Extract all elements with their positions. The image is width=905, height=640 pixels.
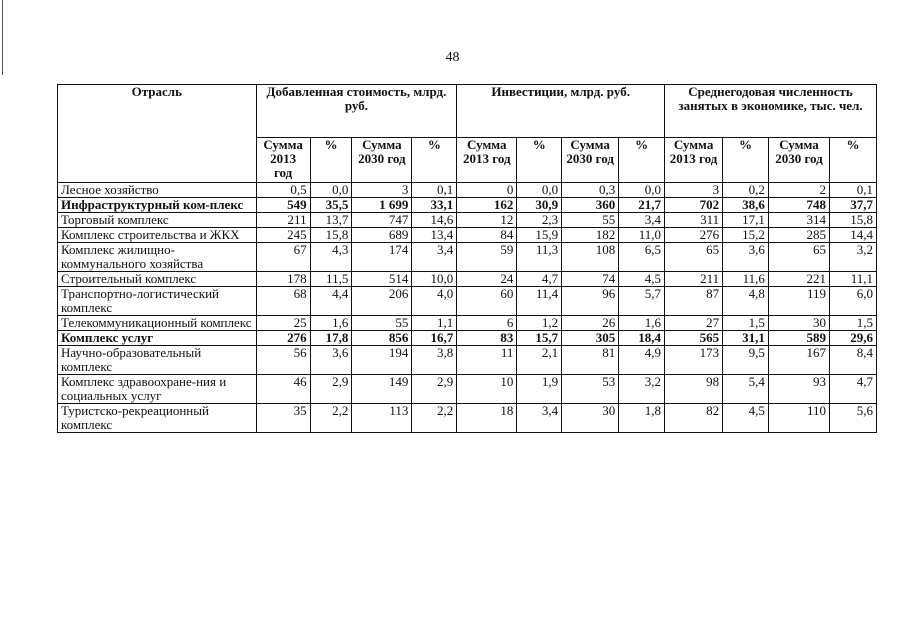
row-value-cell: 3,6 (723, 243, 769, 272)
table-body (58, 183, 877, 433)
row-value-cell: 2,9 (412, 375, 457, 404)
row-value-cell: 174 (352, 243, 412, 272)
row-value-cell: 514 (352, 272, 412, 287)
header-sector: Отрасль (58, 85, 257, 183)
row-value-cell: 2 (768, 183, 829, 198)
row-value-cell: 2,3 (517, 213, 562, 228)
row-value-cell: 1 699 (352, 198, 412, 213)
row-value-cell: 96 (562, 287, 619, 316)
row-value-cell: 11,6 (723, 272, 769, 287)
row-sector-name: Лесное хозяйство (58, 183, 257, 198)
row-value-cell: 0,5 (256, 183, 310, 198)
row-value-cell: 2,2 (310, 404, 352, 433)
row-value-cell: 4,7 (830, 375, 877, 404)
header-sum-2030: Сумма 2030 год (562, 138, 619, 183)
header-row-groups (58, 85, 877, 138)
row-value-cell: 4,0 (412, 287, 457, 316)
row-sector-name: Научно-образовательный комплекс (58, 346, 257, 375)
row-value-cell: 65 (768, 243, 829, 272)
row-value-cell: 16,7 (412, 331, 457, 346)
row-value-cell: 4,3 (310, 243, 352, 272)
row-value-cell: 67 (256, 243, 310, 272)
row-value-cell: 27 (665, 316, 723, 331)
row-value-cell: 15,8 (830, 213, 877, 228)
row-value-cell: 15,7 (517, 331, 562, 346)
row-value-cell: 549 (256, 198, 310, 213)
row-value-cell: 1,1 (412, 316, 457, 331)
row-sector-name: Комплекс здравоохране-ния и социальных услуг (58, 375, 257, 404)
row-value-cell: 15,2 (723, 228, 769, 243)
row-value-cell: 0,0 (310, 183, 352, 198)
row-value-cell: 12 (457, 213, 517, 228)
table-row (58, 213, 877, 228)
row-value-cell: 0,3 (562, 183, 619, 198)
row-value-cell: 33,1 (412, 198, 457, 213)
row-value-cell: 30 (768, 316, 829, 331)
row-value-cell: 10,0 (412, 272, 457, 287)
row-value-cell: 18,4 (619, 331, 665, 346)
row-value-cell: 8,4 (830, 346, 877, 375)
row-value-cell: 6 (457, 316, 517, 331)
row-value-cell: 35,5 (310, 198, 352, 213)
row-value-cell: 11,5 (310, 272, 352, 287)
row-value-cell: 25 (256, 316, 310, 331)
table-row (58, 228, 877, 243)
row-value-cell: 305 (562, 331, 619, 346)
row-value-cell: 31,1 (723, 331, 769, 346)
row-value-cell: 3,8 (412, 346, 457, 375)
row-value-cell: 589 (768, 331, 829, 346)
row-value-cell: 60 (457, 287, 517, 316)
row-value-cell: 162 (457, 198, 517, 213)
row-value-cell: 3,6 (310, 346, 352, 375)
row-value-cell: 35 (256, 404, 310, 433)
row-value-cell: 206 (352, 287, 412, 316)
header-employment: Среднегодовая численность занятых в экономике, тыс. чел. (665, 85, 877, 138)
row-value-cell: 1,6 (310, 316, 352, 331)
row-value-cell: 311 (665, 213, 723, 228)
row-value-cell: 55 (562, 213, 619, 228)
row-value-cell: 1,8 (619, 404, 665, 433)
row-value-cell: 6,5 (619, 243, 665, 272)
row-value-cell: 194 (352, 346, 412, 375)
header-pct: % (830, 138, 877, 183)
row-value-cell: 149 (352, 375, 412, 404)
row-value-cell: 11 (457, 346, 517, 375)
row-value-cell: 13,4 (412, 228, 457, 243)
table-row (58, 346, 877, 375)
row-value-cell: 4,8 (723, 287, 769, 316)
table-row (58, 331, 877, 346)
row-value-cell: 11,4 (517, 287, 562, 316)
row-value-cell: 26 (562, 316, 619, 331)
header-pct: % (310, 138, 352, 183)
row-value-cell: 11,3 (517, 243, 562, 272)
row-value-cell: 21,7 (619, 198, 665, 213)
table-row (58, 375, 877, 404)
row-value-cell: 59 (457, 243, 517, 272)
row-value-cell: 30 (562, 404, 619, 433)
row-value-cell: 276 (665, 228, 723, 243)
row-value-cell: 119 (768, 287, 829, 316)
row-value-cell: 55 (352, 316, 412, 331)
row-value-cell: 3,4 (619, 213, 665, 228)
table-row (58, 404, 877, 433)
row-value-cell: 14,6 (412, 213, 457, 228)
row-value-cell: 53 (562, 375, 619, 404)
row-value-cell: 74 (562, 272, 619, 287)
row-value-cell: 3 (352, 183, 412, 198)
row-value-cell: 18 (457, 404, 517, 433)
row-value-cell: 3,4 (412, 243, 457, 272)
page-number: 48 (445, 50, 460, 65)
row-value-cell: 110 (768, 404, 829, 433)
row-value-cell: 360 (562, 198, 619, 213)
row-sector-name: Торговый комплекс (58, 213, 257, 228)
row-value-cell: 4,7 (517, 272, 562, 287)
row-sector-name: Комплекс услуг (58, 331, 257, 346)
header-sum-2013: Сумма 2013 год (665, 138, 723, 183)
row-value-cell: 702 (665, 198, 723, 213)
row-value-cell: 4,5 (619, 272, 665, 287)
table-row (58, 272, 877, 287)
row-value-cell: 5,6 (830, 404, 877, 433)
row-value-cell: 3,4 (517, 404, 562, 433)
row-value-cell: 182 (562, 228, 619, 243)
row-value-cell: 167 (768, 346, 829, 375)
row-sector-name: Комплекс строительства и ЖКХ (58, 228, 257, 243)
header-sum-2013: Сумма 2013 год (457, 138, 517, 183)
row-value-cell: 11,0 (619, 228, 665, 243)
row-sector-name: Телекоммуникационный комплекс (58, 316, 257, 331)
table-row (58, 198, 877, 213)
row-value-cell: 6,0 (830, 287, 877, 316)
row-value-cell: 29,6 (830, 331, 877, 346)
row-value-cell: 5,4 (723, 375, 769, 404)
row-value-cell: 211 (256, 213, 310, 228)
economic-sectors-table (57, 84, 877, 433)
row-value-cell: 276 (256, 331, 310, 346)
row-value-cell: 0,2 (723, 183, 769, 198)
header-investments: Инвестиции, млрд. руб. (457, 85, 665, 138)
row-value-cell: 87 (665, 287, 723, 316)
row-sector-name: Туристско-рекреационный комплекс (58, 404, 257, 433)
table-row (58, 243, 877, 272)
row-value-cell: 285 (768, 228, 829, 243)
row-value-cell: 173 (665, 346, 723, 375)
row-value-cell: 113 (352, 404, 412, 433)
row-value-cell: 81 (562, 346, 619, 375)
row-value-cell: 84 (457, 228, 517, 243)
row-value-cell: 38,6 (723, 198, 769, 213)
row-value-cell: 314 (768, 213, 829, 228)
header-sum-2030: Сумма 2030 год (352, 138, 412, 183)
row-sector-name: Инфраструктурный ком-плекс (58, 198, 257, 213)
row-value-cell: 82 (665, 404, 723, 433)
row-value-cell: 2,2 (412, 404, 457, 433)
row-value-cell: 17,1 (723, 213, 769, 228)
row-value-cell: 748 (768, 198, 829, 213)
row-value-cell: 0,0 (619, 183, 665, 198)
row-value-cell: 0,1 (830, 183, 877, 198)
row-value-cell: 4,5 (723, 404, 769, 433)
row-value-cell: 83 (457, 331, 517, 346)
row-value-cell: 3 (665, 183, 723, 198)
row-value-cell: 0,0 (517, 183, 562, 198)
row-value-cell: 3,2 (619, 375, 665, 404)
row-value-cell: 98 (665, 375, 723, 404)
row-value-cell: 4,4 (310, 287, 352, 316)
row-value-cell: 1,6 (619, 316, 665, 331)
header-pct: % (412, 138, 457, 183)
row-value-cell: 65 (665, 243, 723, 272)
table-row (58, 287, 877, 316)
row-value-cell: 30,9 (517, 198, 562, 213)
row-value-cell: 0 (457, 183, 517, 198)
row-value-cell: 3,2 (830, 243, 877, 272)
row-value-cell: 46 (256, 375, 310, 404)
row-value-cell: 11,1 (830, 272, 877, 287)
row-sector-name: Строительный комплекс (58, 272, 257, 287)
row-value-cell: 13,7 (310, 213, 352, 228)
row-value-cell: 14,4 (830, 228, 877, 243)
table-row (58, 183, 877, 198)
row-value-cell: 15,9 (517, 228, 562, 243)
header-pct: % (723, 138, 769, 183)
row-value-cell: 93 (768, 375, 829, 404)
row-sector-name: Транспортно-логистический комплекс (58, 287, 257, 316)
row-value-cell: 221 (768, 272, 829, 287)
row-value-cell: 689 (352, 228, 412, 243)
row-value-cell: 108 (562, 243, 619, 272)
header-value-added: Добавленная стоимость, млрд. руб. (256, 85, 457, 138)
header-pct: % (619, 138, 665, 183)
header-sum-2013: Сумма 2013 год (256, 138, 310, 183)
header-sum-2030: Сумма 2030 год (768, 138, 829, 183)
row-value-cell: 2,9 (310, 375, 352, 404)
row-value-cell: 1,5 (723, 316, 769, 331)
row-value-cell: 15,8 (310, 228, 352, 243)
row-value-cell: 4,9 (619, 346, 665, 375)
row-value-cell: 56 (256, 346, 310, 375)
table-row (58, 316, 877, 331)
header-pct: % (517, 138, 562, 183)
row-value-cell: 24 (457, 272, 517, 287)
row-value-cell: 2,1 (517, 346, 562, 375)
row-value-cell: 1,9 (517, 375, 562, 404)
row-value-cell: 10 (457, 375, 517, 404)
row-value-cell: 1,5 (830, 316, 877, 331)
row-value-cell: 178 (256, 272, 310, 287)
row-value-cell: 0,1 (412, 183, 457, 198)
row-value-cell: 245 (256, 228, 310, 243)
row-value-cell: 565 (665, 331, 723, 346)
row-value-cell: 68 (256, 287, 310, 316)
row-value-cell: 1,2 (517, 316, 562, 331)
row-value-cell: 747 (352, 213, 412, 228)
row-value-cell: 37,7 (830, 198, 877, 213)
row-value-cell: 17,8 (310, 331, 352, 346)
row-sector-name: Комплекс жилищно-коммунального хозяйства (58, 243, 257, 272)
row-value-cell: 856 (352, 331, 412, 346)
row-value-cell: 211 (665, 272, 723, 287)
row-value-cell: 5,7 (619, 287, 665, 316)
row-value-cell: 9,5 (723, 346, 769, 375)
